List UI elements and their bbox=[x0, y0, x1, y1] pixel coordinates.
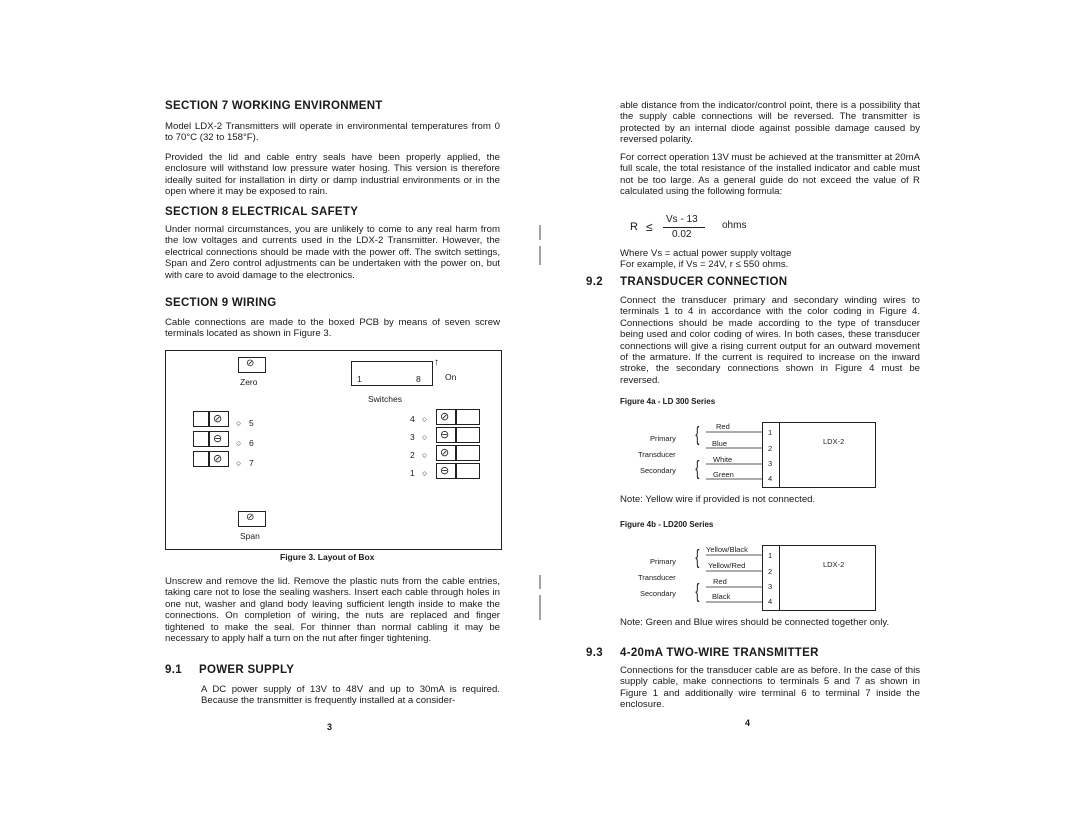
terminal-number-7: 7 bbox=[249, 458, 254, 468]
resistance-formula bbox=[630, 214, 830, 244]
section-9-3-number: 9.3 bbox=[586, 647, 603, 659]
s7-paragraph-1: Model LDX-2 Transmitters will operate in environmental temperatures from 0 to 70°C (32 to 158°F). bbox=[165, 121, 500, 144]
fig4a-term-2: 2 bbox=[768, 444, 773, 453]
screw-icon: ⊘ bbox=[436, 445, 456, 461]
terminal-box bbox=[193, 451, 209, 467]
terminal-box bbox=[456, 409, 480, 425]
figure-3-box bbox=[165, 350, 502, 550]
right-terminal-block bbox=[436, 409, 490, 483]
terminal-box bbox=[456, 463, 480, 479]
terminal-dot-icon: ○ bbox=[236, 418, 242, 428]
s8-paragraph-1: Under normal circumstances, you are unlikely to come to any real harm from the low voltages and currents used in the LDX-2 Transmitter. However, the electrical connections should be made with the power off. The switch settings, Span and Zero control adjustments can be undertaken with the power on, but with care to avoid damage to the electronics. bbox=[165, 224, 500, 281]
fig4b-ldx2-box bbox=[762, 545, 876, 611]
screw-icon: ⊘ bbox=[436, 409, 456, 425]
figure-4b-caption: Figure 4b - LD200 Series bbox=[620, 520, 714, 529]
on-label: On bbox=[445, 372, 457, 382]
span-pot-icon: ⊘ bbox=[246, 512, 255, 523]
fig4a-divider bbox=[779, 423, 780, 487]
terminal-number-3: 3 bbox=[410, 432, 415, 442]
section-9-2-number: 9.2 bbox=[586, 276, 603, 288]
s92-paragraph-1: Connect the transducer primary and secondary winding wires to terminals 1 to 4 in accordance with the color coding in Figure 4. Connections should be made according to the type of transducer being used and color coding of wires. In both cases, these transducer connections will give a rising current output for an outward movement of the armature. If the current is required to increase on the inward stroke, the secondary connections shown in Figure 4 must be reversed. bbox=[620, 295, 920, 386]
terminal-number-1: 1 bbox=[410, 468, 415, 478]
terminal-dot-icon: ○ bbox=[422, 450, 428, 460]
fig4b-note: Note: Green and Blue wires should be connected together only. bbox=[620, 617, 890, 628]
wiring-paragraph: Unscrew and remove the lid. Remove the plastic nuts from the cable entries, taking care not to lose the sealing washers. Insert each cable through holes in one nut, washer and gland body leaving sufficient length inside to make the connections. On completion of wiring, the nuts are replaced and finger tightened to make the seal. For thinner than normal cabling it may be necessary to apply half a turn on the nut after finger tightening. bbox=[165, 576, 500, 645]
figure-4a bbox=[620, 420, 880, 490]
section-9-heading: SECTION 9 WIRING bbox=[165, 297, 277, 309]
fig4a-wire-blue: Blue bbox=[712, 439, 728, 448]
terminal-dot-icon: ○ bbox=[422, 432, 428, 442]
s91-paragraph-1: A DC power supply of 13V to 48V and up to 30mA is required. Because the transmitter is frequently installed at a consider- bbox=[201, 684, 500, 707]
fig4a-wire-red: Red bbox=[716, 422, 730, 431]
fig4a-note: Note: Yellow wire if provided is not connected. bbox=[620, 494, 816, 505]
terminal-dot-icon: ○ bbox=[422, 414, 428, 424]
brace-icon: { bbox=[695, 458, 700, 480]
terminal-number-4: 4 bbox=[410, 414, 415, 424]
screw-icon: ⊘ bbox=[209, 451, 229, 467]
left-terminal-block bbox=[193, 411, 233, 471]
fig4a-term-4: 4 bbox=[768, 474, 773, 483]
where-line-1: Where Vs = actual power supply voltage bbox=[620, 248, 792, 259]
screw-icon: ⊖ bbox=[209, 431, 229, 447]
fig4b-wire-yellow-red: Yellow/Red bbox=[708, 561, 746, 570]
figure-4b bbox=[620, 543, 880, 613]
terminal-box bbox=[456, 427, 480, 443]
figure-3-caption: Figure 3. Layout of Box bbox=[280, 552, 375, 562]
zero-label: Zero bbox=[240, 377, 258, 387]
continued-paragraph: able distance from the indicator/control point, there is a possibility that the supply cable connections will be reversed. The transmitter is protected by an internal diode against possible damage caused by reversed polarity. bbox=[620, 100, 920, 146]
s7-paragraph-2: Provided the lid and cable entry seals have been properly applied, the enclosure will withstand low pressure water hosing. This version is therefore ideally suited for installation in dirty or damp industrial environments or in the open where it may be exposed to rain. bbox=[165, 152, 500, 198]
terminal-dot-icon: ○ bbox=[236, 438, 242, 448]
fig4b-wire-red: Red bbox=[713, 577, 727, 586]
formula-denominator: 0.02 bbox=[672, 229, 692, 240]
section-9-3-heading bbox=[586, 647, 819, 659]
where-line-2: For example, if Vs = 24V, r ≤ 550 ohms. bbox=[620, 259, 789, 270]
fig4a-term-3: 3 bbox=[768, 459, 773, 468]
formula-le: ≤ bbox=[646, 220, 653, 234]
fig4b-term-2: 2 bbox=[768, 567, 773, 576]
fig4a-ldx2-box bbox=[762, 422, 876, 488]
fig4b-term-1: 1 bbox=[768, 551, 773, 560]
span-pot bbox=[238, 511, 266, 527]
terminal-number-6: 6 bbox=[249, 438, 254, 448]
section-7-heading: SECTION 7 WORKING ENVIRONMENT bbox=[165, 100, 383, 112]
screw-icon: ⊖ bbox=[436, 427, 456, 443]
s93-paragraph-1: Connections for the transducer cable are as before. In the case of this supply cable, make connections to terminals 5 and 7 as shown in Figure 1 and additionally wire terminal 6 to terminal 7 inside the enclosure. bbox=[620, 665, 920, 711]
fig4b-wire-black: Black bbox=[712, 592, 731, 601]
fig4a-wire-lines bbox=[706, 420, 766, 490]
margin-marks-bottom bbox=[535, 565, 545, 625]
zero-pot-icon: ⊘ bbox=[246, 358, 255, 369]
terminal-box bbox=[193, 431, 209, 447]
fig4b-term-3: 3 bbox=[768, 582, 773, 591]
section-9-2-title: TRANSDUCER CONNECTION bbox=[620, 276, 788, 288]
margin-marks-top bbox=[535, 210, 545, 270]
fig4b-divider bbox=[779, 546, 780, 610]
switches-label: Switches bbox=[368, 394, 403, 404]
screw-icon: ⊖ bbox=[436, 463, 456, 479]
terminal-dot-icon: ○ bbox=[236, 458, 242, 468]
switch-label-right: 8 bbox=[416, 374, 421, 384]
section-9-3-title: 4-20mA TWO-WIRE TRANSMITTER bbox=[620, 647, 819, 659]
fig4a-primary: Primary bbox=[650, 434, 676, 443]
s9-paragraph-1: Cable connections are made to the boxed PCB by means of seven screw terminals located as shown in Figure 3. bbox=[165, 317, 500, 340]
fig4a-ldx2-label: LDX-2 bbox=[823, 437, 845, 446]
span-label: Span bbox=[240, 531, 260, 541]
fig4a-wire-green: Green bbox=[713, 470, 734, 479]
fig4b-term-4: 4 bbox=[768, 597, 773, 606]
terminal-number-5: 5 bbox=[249, 418, 254, 428]
section-9-1-number: 9.1 bbox=[165, 664, 182, 676]
section-9-2-heading bbox=[586, 276, 787, 288]
terminal-box bbox=[193, 411, 209, 427]
terminal-number-2: 2 bbox=[410, 450, 415, 460]
terminal-dot-icon: ○ bbox=[422, 468, 428, 478]
brace-icon: { bbox=[695, 581, 700, 603]
fig4a-transducer: Transducer bbox=[638, 450, 676, 459]
fig4a-term-1: 1 bbox=[768, 428, 773, 437]
switch-label-left: 1 bbox=[357, 374, 362, 384]
fig4b-wire-yellow-black: Yellow/Black bbox=[706, 545, 748, 554]
correct-operation-paragraph: For correct operation 13V must be achieved at the transmitter at 20mA full scale, the total resistance of the installed indicator and cable must not be too large. As a general guide do not exceed the value of R calculated using the following formula: bbox=[620, 152, 920, 198]
section-8-heading: SECTION 8 ELECTRICAL SAFETY bbox=[165, 206, 359, 218]
page-number-left: 3 bbox=[327, 722, 333, 732]
zero-pot bbox=[238, 357, 266, 373]
on-arrow-icon: ↑ bbox=[434, 357, 439, 368]
section-9-1-heading bbox=[165, 664, 294, 676]
fig4b-transducer: Transducer bbox=[638, 573, 676, 582]
page-number-right: 4 bbox=[745, 718, 751, 728]
fig4b-primary: Primary bbox=[650, 557, 676, 566]
fraction-bar bbox=[663, 227, 705, 228]
terminal-box bbox=[456, 445, 480, 461]
formula-numerator: Vs - 13 bbox=[666, 214, 698, 225]
formula-r: R bbox=[630, 221, 638, 233]
switch-block bbox=[351, 361, 433, 386]
fig4a-secondary: Secondary bbox=[640, 466, 676, 475]
section-9-1-title: POWER SUPPLY bbox=[199, 664, 295, 676]
formula-unit: ohms bbox=[722, 220, 747, 231]
fig4b-wire-lines bbox=[706, 543, 766, 613]
fig4b-secondary: Secondary bbox=[640, 589, 676, 598]
fig4a-wire-white: White bbox=[713, 455, 733, 464]
brace-icon: { bbox=[695, 547, 700, 569]
figure-4a-caption: Figure 4a - LD 300 Series bbox=[620, 397, 716, 406]
brace-icon: { bbox=[695, 424, 700, 446]
screw-icon: ⊘ bbox=[209, 411, 229, 427]
fig4b-ldx2-label: LDX-2 bbox=[823, 560, 845, 569]
